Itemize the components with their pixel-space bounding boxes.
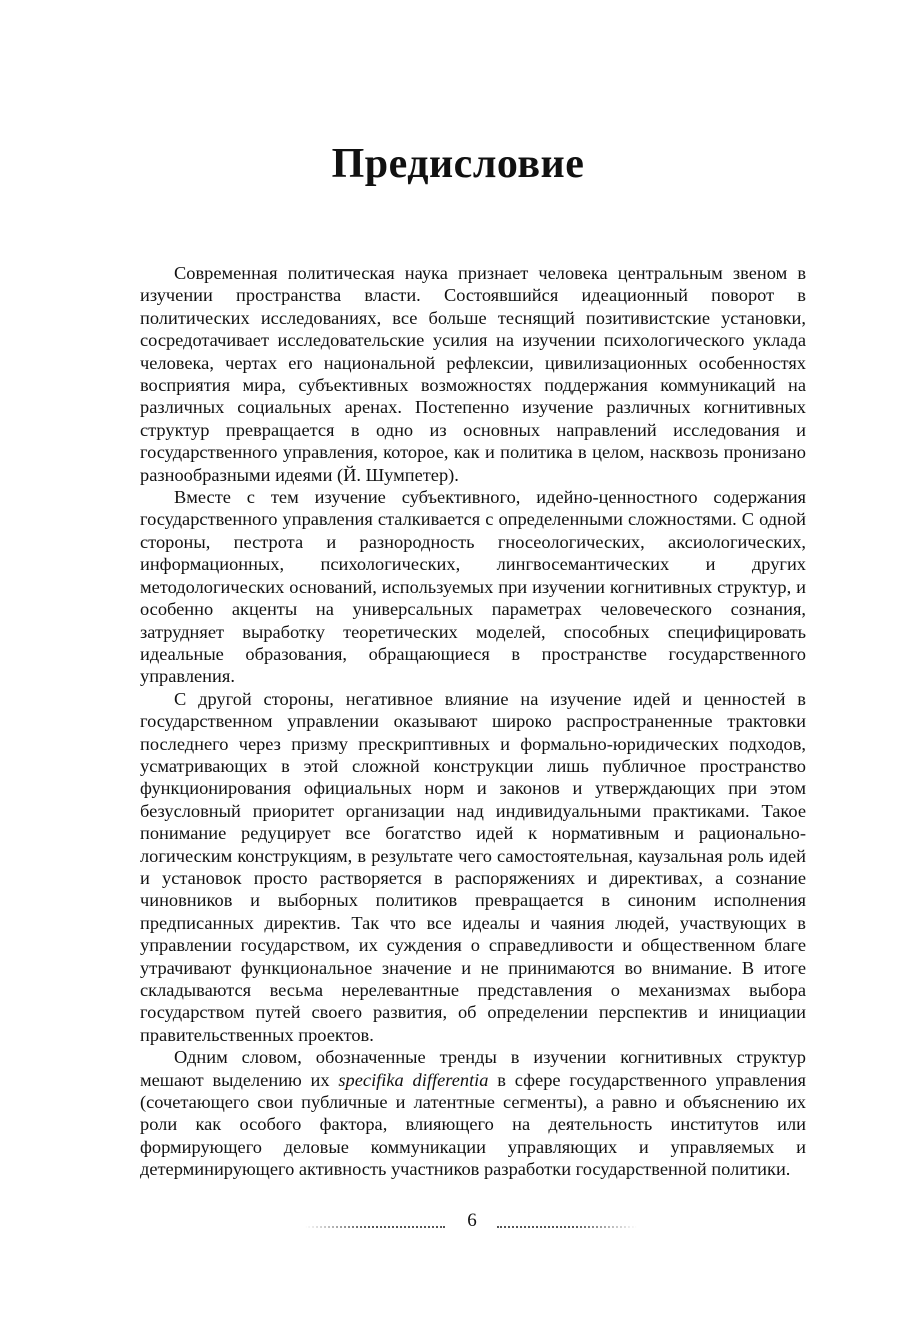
paragraph-4 <box>140 1046 806 1180</box>
page-footer <box>0 1210 916 1236</box>
footer-dotted-rule-right <box>497 1226 637 1228</box>
paragraph-4-text-before: Одним словом, обозначенные тренды в изучении когнитивных структур мешают выделению их <box>140 1047 806 1090</box>
body-text <box>140 262 806 1181</box>
paragraph-2: Вместе с тем изучение субъективного, идейно-ценностного содержания государственного управления сталкивается с определенными сложностями. С одной стороны, пестрота и разнородность гносеологических, аксиологических, информационных, психологических, лингвосемантических и других методологических оснований, используемых при изучении когнитивных структур, и особенно акценты на универсальных параметрах человеческого сознания, затрудняет выработку теоретических моделей, способных специфицировать идеальные образования, обращающиеся в пространстве государственного управления. <box>140 487 806 687</box>
paragraph-3: С другой стороны, негативное влияние на изучение идей и ценностей в государственном управлении оказывают широко распространенные трактовки последнего через призму прескриптивных и формально-юридических подходов, усматривающих в этой сложной конструкции лишь публичное пространство функционирования официальных норм и законов и утверждающих при этом безусловный приоритет организации над индивидуальными практиками. Такое понимание редуцирует все богатство идей к нормативным и рационально-логическим конструкциям, в результате чего самостоятельная, каузальная роль идей и установок просто растворяется в распоряжениях и директивах, а сознание чиновников и выборных политиков превращается в синоним исполнения предписанных директив. Так что все идеалы и чаяния людей, участвующих в управлении государством, их суждения о справедливости и общественном благе утрачивают функциональное значение и не принимаются во внимание. В итоге складываются весьма нерелевантные представления о механизмах выбора государством путей своего развития, об определении перспектив и инициации правительственных проектов. <box>140 688 806 1045</box>
page-number: 6 <box>467 1210 477 1231</box>
paragraph-1: Современная политическая наука признает человека центральным звеном в изучении пространства власти. Состоявшийся идеационный поворот в политических исследованиях, все больше теснящий позитивистские установки, сосредотачивает исследовательские усилия на изучении психологического уклада человека, чертах его национальной рефлексии, цивилизационных особенностях восприятия мира, субъективных возможностях поддержания коммуникаций на различных социальных аренах. Постепенно изучение различных когнитивных структур превращается в одно из основных направлений исследования и государственного управления, которое, как и политика в целом, насквозь пронизано разнообразными идеями (Й. Шумпетер). <box>140 263 806 485</box>
latin-term: specifika differentia <box>338 1069 489 1090</box>
paragraph-4-text-after: в сфере государственного управления (сочетающего свои публичные и латентные сегменты), а равно и объяснению их роли как особого фактора, влияющего на деятельность институтов или формирующего деловые коммуникации управляющих и управляемых и детерминирующего активность участников разработки государственной политики. <box>140 1069 806 1180</box>
page-title: Предисловие <box>331 141 585 187</box>
footer-dotted-rule-left <box>305 1226 445 1228</box>
